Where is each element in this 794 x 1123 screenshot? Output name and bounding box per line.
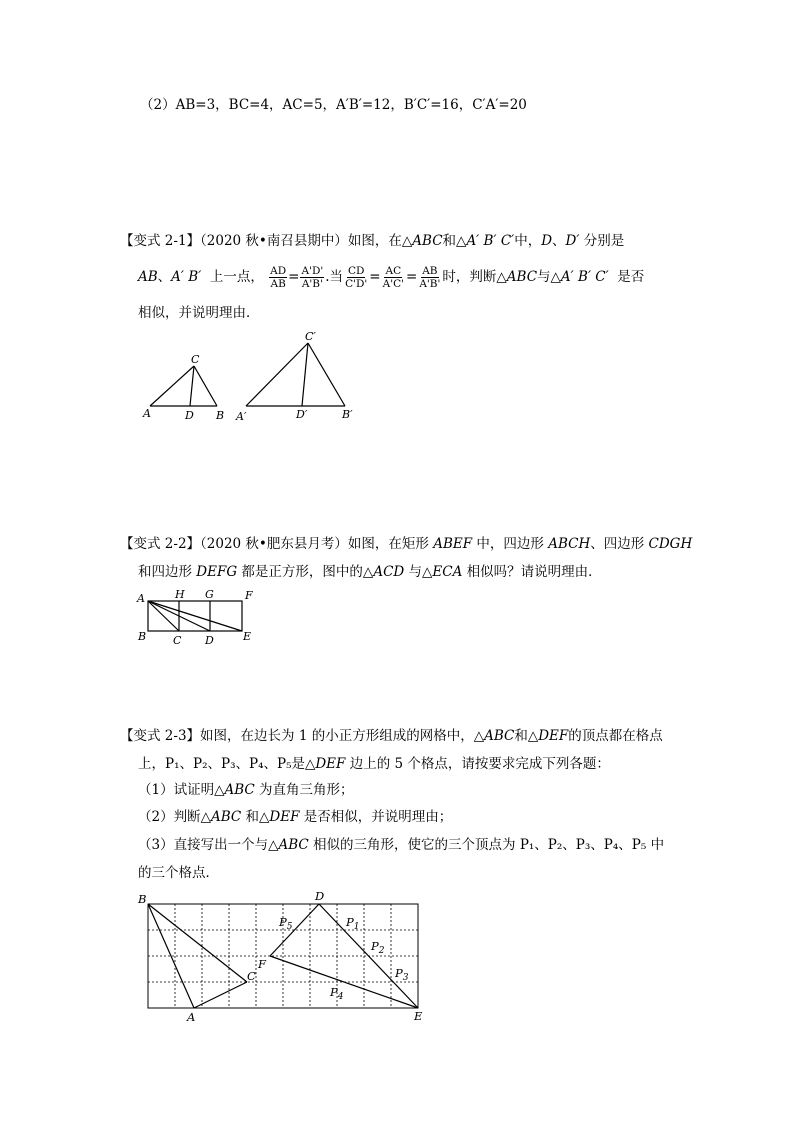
frac-ac-a2c2: $\frac{AC}{A'C'}$ — [382, 265, 404, 290]
v23-q1-abc: ABC — [224, 782, 255, 798]
v23-q1-text: 为直角三角形； — [254, 782, 354, 798]
v21-dprime: D′ — [565, 233, 580, 249]
v23-abc: ABC — [484, 728, 515, 744]
v23-text: 如图，在边长为 1 的小正方形组成的网格中，△ — [200, 728, 485, 744]
label-b-prime: B′ — [342, 408, 353, 421]
v22-defg: DEFG — [196, 564, 238, 580]
label-p3: $P_3$ — [395, 966, 409, 983]
v23-text: 的顶点都在格点 — [568, 728, 663, 744]
v23-q3 — [138, 836, 664, 854]
frac-cd-c2d2: $\frac{CD}{C'D'}$ — [345, 265, 368, 290]
v23-text: 上，P₁、P₂、P₃、P₄、P₅是△ — [138, 756, 316, 772]
v21-a2b2c2: A′ B′ C′ — [560, 269, 609, 285]
v22-text: 都是正方形，图中的△ — [237, 564, 374, 580]
v23-q2-abc: ABC — [210, 809, 242, 825]
label-b: B — [138, 630, 147, 643]
label-p2: $P_2$ — [371, 939, 385, 956]
label-c-prime: C′ — [305, 330, 316, 343]
frac-ad-ab: $\frac{AD}{AB}$ — [270, 265, 287, 290]
label-e: E — [243, 630, 252, 643]
v23-line1 — [120, 727, 663, 745]
v23-q2-text: （2）判断△ — [138, 809, 211, 825]
label-b: B — [138, 892, 147, 906]
v23-q3-abc: ABC — [278, 837, 309, 853]
label-f: F — [245, 589, 253, 602]
v23-figure — [130, 888, 440, 1023]
label-d: D — [315, 889, 325, 903]
label-c: C — [247, 969, 256, 983]
v21-text: 上一点， — [209, 269, 264, 285]
v23-q2-text: 和△ — [241, 809, 270, 825]
label-a: A — [187, 1010, 196, 1024]
v21-source: （2020 秋•南召县期中） — [200, 233, 348, 249]
v22-line1 — [120, 535, 692, 553]
frac-a2d2-a2b2: $\frac{A'D'}{A'B'}$ — [301, 265, 324, 290]
v23-q3-text: （3）直接写出一个与△ — [138, 837, 279, 853]
v22-text: 与△ — [404, 564, 433, 580]
v23-def: DEF — [538, 728, 569, 744]
eq-sign: = — [288, 269, 300, 285]
frac-ab-a2b2: $\frac{AB}{A'B'}$ — [419, 265, 441, 290]
v21-tag: 【变式 2-1】 — [120, 233, 201, 249]
label-d-prime: D′ — [296, 408, 308, 421]
v21-line3: 相似，并说明理由． — [138, 305, 260, 321]
v21-text: 中， — [514, 233, 542, 249]
v23-text: 和△ — [514, 728, 539, 744]
label-g: G — [205, 588, 214, 601]
v21-figure — [130, 325, 370, 425]
v23-q3-text: 相似的三角形，使它的三个顶点为 P₁、P₂、P₃、P₄、P₅ 中 — [308, 837, 665, 853]
v23-q2 — [138, 808, 452, 826]
label-f: F — [258, 957, 266, 971]
v21-ab: AB — [138, 269, 158, 285]
v23-q1 — [138, 781, 354, 799]
v23-q2-def: DEF — [269, 809, 300, 825]
v21-aprime: A′ B′ C′ — [466, 233, 515, 249]
v23-tag: 【变式 2-3】 — [120, 728, 201, 744]
v22-acd: ACD — [373, 564, 405, 580]
label-a: A — [137, 592, 145, 605]
v21-sep2: 、 — [157, 269, 172, 285]
v21-text: 是否 — [617, 269, 645, 285]
v23-q1-text: （1）试证明△ — [138, 782, 225, 798]
v22-abef: ABEF — [433, 536, 473, 552]
label-d: D — [185, 409, 194, 422]
label-a-prime: A′ — [236, 410, 247, 423]
label-p5: $P_5$ — [279, 915, 293, 932]
v22-text: 相似吗？请说明理由． — [462, 564, 602, 580]
v22-text: 、四边形 — [590, 536, 649, 552]
v21-text: 时，判断△ — [442, 269, 507, 285]
v22-text: 和四边形 — [138, 564, 197, 580]
label-h: H — [175, 588, 185, 601]
label-p4: $P_4$ — [330, 985, 344, 1002]
v22-text: 如图，在矩形 — [347, 536, 434, 552]
v22-tag: 【变式 2-2】 — [120, 536, 201, 552]
v21-a2b2: A′ B′ — [171, 269, 202, 285]
v21-line2 — [138, 262, 644, 292]
v22-eca: ECA — [432, 564, 463, 580]
v21-text: 如图，在△ — [347, 233, 413, 249]
v23-def2: DEF — [315, 756, 346, 772]
v21-text: 与△ — [537, 269, 561, 285]
v21-text: 和△ — [442, 233, 467, 249]
v21-d: D — [541, 233, 553, 249]
v23-q3-cont: 的三个格点． — [138, 865, 219, 881]
part2-text: （2）AB=3，BC=4，AC=5，A′B′=12，B′C′=16，C′A′=20 — [140, 97, 527, 113]
v21-when: .当 — [325, 269, 344, 285]
v21-text: 分别是 — [583, 233, 625, 249]
v21-abc2: ABC — [506, 269, 538, 285]
v22-text: 中，四边形 — [472, 536, 549, 552]
label-c: C — [173, 634, 182, 647]
v22-figure — [135, 585, 265, 650]
eq-sign: = — [369, 269, 381, 285]
eq-sign: = — [406, 269, 418, 285]
v22-line2 — [138, 563, 602, 581]
v22-cdgh: CDGH — [648, 536, 693, 552]
label-e: E — [414, 1009, 423, 1023]
v21-line1 — [120, 232, 624, 250]
v23-line2 — [138, 755, 610, 773]
label-c: C — [191, 353, 200, 366]
label-a: A — [143, 407, 151, 420]
label-d: D — [205, 634, 214, 647]
v23-text: 边上的 5 个格点，请按要求完成下列各题： — [345, 756, 610, 772]
v22-abch: ABCH — [548, 536, 591, 552]
v23-q2-text: 是否相似，并说明理由； — [299, 809, 453, 825]
v22-source: （2020 秋•肥东县月考） — [200, 536, 348, 552]
label-p1: $P_1$ — [346, 915, 360, 932]
v21-sep: 、 — [552, 233, 566, 249]
v21-abc: ABC — [412, 233, 443, 249]
label-b: B — [216, 409, 225, 422]
